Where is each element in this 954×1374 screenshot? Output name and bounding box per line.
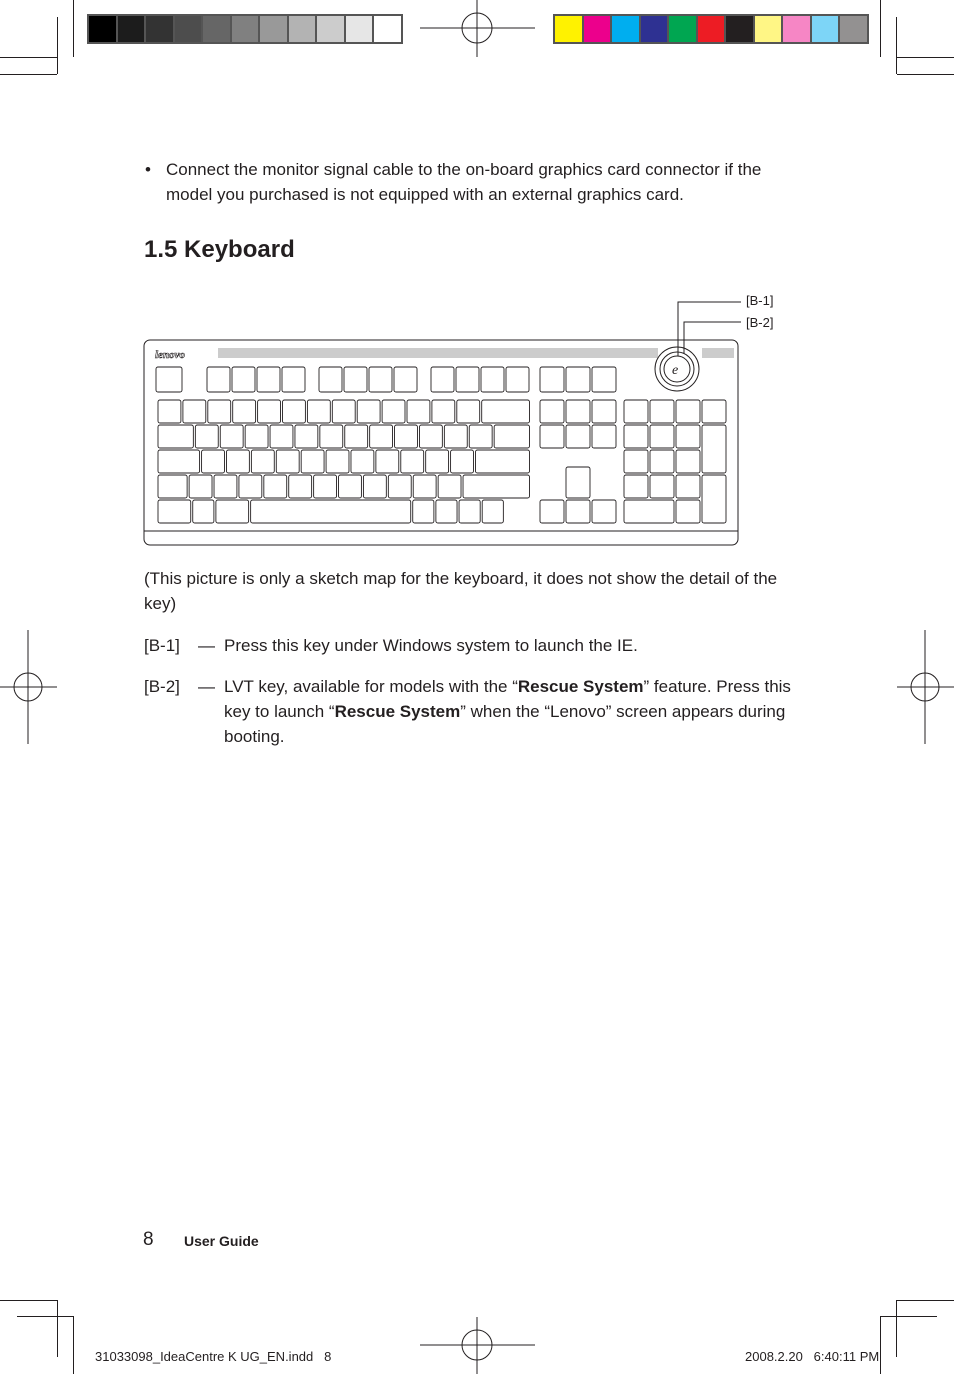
speaker-grille bbox=[218, 348, 658, 358]
key bbox=[457, 400, 480, 423]
key bbox=[566, 425, 590, 448]
lenovo-logo: lenovo bbox=[155, 349, 185, 361]
color-swatch bbox=[812, 16, 839, 42]
key bbox=[351, 450, 374, 473]
key bbox=[370, 425, 393, 448]
key bbox=[624, 475, 648, 498]
key bbox=[426, 450, 449, 473]
color-swatch bbox=[555, 16, 582, 42]
key bbox=[650, 400, 674, 423]
key bbox=[676, 425, 700, 448]
key bbox=[344, 367, 367, 392]
color-swatch bbox=[755, 16, 782, 42]
key bbox=[156, 367, 182, 392]
key bbox=[407, 400, 430, 423]
key bbox=[388, 475, 411, 498]
key bbox=[395, 425, 418, 448]
color-swatch bbox=[203, 16, 230, 42]
key bbox=[456, 367, 479, 392]
key bbox=[289, 475, 312, 498]
key bbox=[339, 475, 362, 498]
key bbox=[301, 450, 324, 473]
key bbox=[438, 475, 461, 498]
key bbox=[540, 367, 564, 392]
key bbox=[459, 500, 480, 523]
key bbox=[566, 400, 590, 423]
slug-date: 2008.2.20 6:40:11 PM bbox=[745, 1349, 880, 1364]
key bbox=[270, 425, 293, 448]
key bbox=[345, 425, 368, 448]
color-swatch bbox=[783, 16, 810, 42]
figure-caption: (This picture is only a sketch map for the keyboard, it does not show the detail of the key) bbox=[144, 569, 778, 613]
def-dash: — bbox=[198, 677, 215, 696]
color-swatch bbox=[612, 16, 639, 42]
key bbox=[158, 500, 191, 523]
key bbox=[226, 450, 249, 473]
color-swatch bbox=[146, 16, 173, 42]
key bbox=[506, 367, 529, 392]
color-swatch bbox=[346, 16, 373, 42]
key bbox=[326, 450, 349, 473]
key bbox=[401, 450, 424, 473]
key bbox=[444, 425, 467, 448]
ie-icon: e bbox=[672, 363, 679, 378]
key bbox=[566, 467, 590, 498]
key bbox=[307, 400, 330, 423]
color-swatch bbox=[726, 16, 753, 42]
key bbox=[676, 400, 700, 423]
key bbox=[216, 500, 249, 523]
key bbox=[592, 400, 616, 423]
key bbox=[494, 425, 529, 448]
process-color-bar bbox=[553, 14, 869, 44]
footer-label: User Guide bbox=[184, 1233, 259, 1249]
key bbox=[208, 400, 231, 423]
key bbox=[189, 475, 212, 498]
key bbox=[436, 500, 457, 523]
key bbox=[314, 475, 337, 498]
key bbox=[207, 367, 230, 392]
key bbox=[702, 475, 726, 523]
key bbox=[676, 500, 700, 523]
key bbox=[676, 475, 700, 498]
key bbox=[369, 367, 392, 392]
color-swatch bbox=[641, 16, 668, 42]
key bbox=[676, 450, 700, 473]
key bbox=[214, 475, 237, 498]
key bbox=[357, 400, 380, 423]
color-swatch bbox=[175, 16, 202, 42]
gray-color-bar bbox=[87, 14, 403, 44]
key bbox=[233, 400, 256, 423]
key bbox=[283, 400, 306, 423]
key bbox=[376, 450, 399, 473]
bullet-text: Connect the monitor signal cable to the on-board graphics card connector if the model you purchased is not equipped with an external graphics card. bbox=[166, 160, 762, 204]
key bbox=[195, 425, 218, 448]
key bbox=[258, 400, 281, 423]
key bbox=[413, 500, 434, 523]
key bbox=[264, 475, 287, 498]
key bbox=[158, 400, 181, 423]
callout-b1: [B-1] bbox=[746, 293, 774, 308]
key bbox=[363, 475, 386, 498]
color-swatch bbox=[289, 16, 316, 42]
key bbox=[276, 450, 299, 473]
key bbox=[193, 500, 214, 523]
color-swatch bbox=[698, 16, 725, 42]
key bbox=[413, 475, 436, 498]
key bbox=[451, 450, 474, 473]
section-title: 1.5 Keyboard bbox=[144, 236, 295, 263]
def-term-b2: [B-2] bbox=[144, 677, 180, 696]
key bbox=[592, 500, 616, 523]
key bbox=[295, 425, 318, 448]
key bbox=[251, 450, 274, 473]
key bbox=[566, 500, 590, 523]
key bbox=[540, 425, 564, 448]
key bbox=[702, 425, 726, 473]
key bbox=[245, 425, 268, 448]
page-number: 8 bbox=[143, 1229, 154, 1250]
key bbox=[282, 367, 305, 392]
key bbox=[419, 425, 442, 448]
color-swatch bbox=[89, 16, 116, 42]
key bbox=[624, 500, 674, 523]
key bbox=[202, 450, 225, 473]
key bbox=[624, 425, 648, 448]
key bbox=[481, 367, 504, 392]
key bbox=[650, 475, 674, 498]
def-dash: — bbox=[198, 636, 215, 655]
key bbox=[257, 367, 280, 392]
color-swatch bbox=[584, 16, 611, 42]
color-swatch bbox=[118, 16, 145, 42]
key bbox=[624, 450, 648, 473]
key bbox=[482, 500, 503, 523]
def-text-b2: LVT key, available for models with the “Rescue System” feature. Press this key to launch “Rescue System” when the “Lenovo” screen appears during booting. bbox=[224, 677, 791, 746]
key bbox=[320, 425, 343, 448]
key bbox=[251, 500, 411, 523]
key bbox=[432, 400, 455, 423]
key bbox=[158, 475, 187, 498]
slug-filename: 31033098_IdeaCentre K UG_EN.indd 8 bbox=[95, 1349, 332, 1364]
key bbox=[431, 367, 454, 392]
callout-b2: [B-2] bbox=[746, 315, 774, 330]
key bbox=[624, 400, 648, 423]
key bbox=[239, 475, 262, 498]
def-term-b1: [B-1] bbox=[144, 636, 180, 655]
key bbox=[463, 475, 529, 498]
bullet-dot: • bbox=[145, 160, 151, 179]
key bbox=[702, 400, 726, 423]
keyboard-sketch bbox=[140, 288, 800, 550]
key bbox=[566, 367, 590, 392]
key bbox=[469, 425, 492, 448]
color-swatch bbox=[232, 16, 259, 42]
key bbox=[183, 400, 206, 423]
color-swatch bbox=[669, 16, 696, 42]
key bbox=[592, 425, 616, 448]
key bbox=[232, 367, 255, 392]
key bbox=[482, 400, 530, 423]
key bbox=[540, 400, 564, 423]
color-swatch bbox=[260, 16, 287, 42]
def-text-b1: Press this key under Windows system to launch the IE. bbox=[224, 636, 638, 655]
key bbox=[158, 425, 193, 448]
key bbox=[650, 425, 674, 448]
key bbox=[592, 367, 616, 392]
key bbox=[540, 500, 564, 523]
color-swatch bbox=[374, 16, 401, 42]
key bbox=[382, 400, 405, 423]
key bbox=[319, 367, 342, 392]
key bbox=[475, 450, 529, 473]
key bbox=[158, 450, 200, 473]
speaker-grille bbox=[702, 348, 734, 358]
key bbox=[394, 367, 417, 392]
key bbox=[332, 400, 355, 423]
color-swatch bbox=[840, 16, 867, 42]
key bbox=[220, 425, 243, 448]
key bbox=[650, 450, 674, 473]
color-swatch bbox=[317, 16, 344, 42]
